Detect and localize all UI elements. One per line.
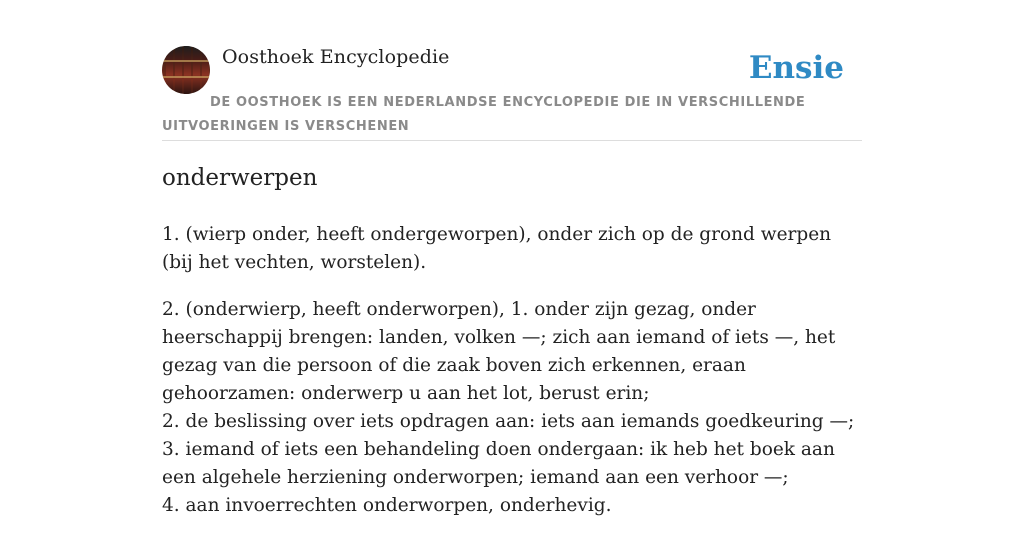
entry-content [162, 160, 862, 539]
site-header [162, 46, 862, 141]
brand-logo[interactable]: Ensie [748, 50, 844, 86]
definition-line: 2. (onderwierp, heeft onderworpen), 1. onder zijn gezag, onder heerschappij brengen: landen, volken —; zich aan iemand of iets —, het gezag van die persoon of die zaak boven zich erkennen, eraan gehoorzamen: onderwerp u aan het lot, berust erin; [162, 299, 836, 404]
site-tagline: DE OOSTHOEK IS EEN NEDERLANDSE ENCYCLOPEDIE DIE IN VERSCHILLENDE UITVOERINGEN IS VERSCHENEN [162, 95, 806, 134]
definition-line: 3. iemand of iets een behandeling doen ondergaan: ik heb het boek aan een algehele herziening onderworpen; iemand aan een verhoor —; [162, 439, 835, 488]
site-title[interactable]: Oosthoek Encyclopedie [222, 46, 450, 68]
site-logo-avatar[interactable] [162, 46, 210, 94]
definition-line: 2. de beslissing over iets opdragen aan: iets aan iemands goedkeuring —; [162, 411, 855, 432]
definition-line: 4. aan invoerrechten onderworpen, onderhevig. [162, 495, 612, 516]
entry-title: onderwerpen [162, 165, 318, 191]
definition-paragraph-2 [162, 296, 862, 520]
definition-paragraph-1: 1. (wierp onder, heeft ondergeworpen), onder zich op de grond werpen (bij het vechten, worstelen). [162, 224, 832, 273]
